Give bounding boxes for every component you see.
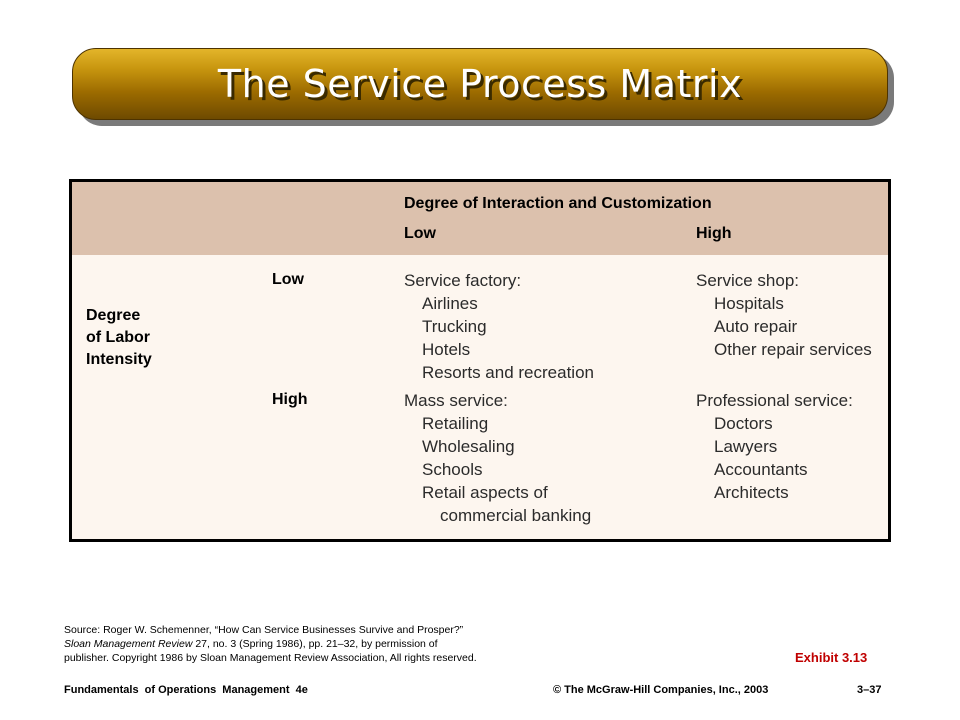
cell-item: Airlines xyxy=(422,294,478,313)
cell-heading: Service shop: xyxy=(696,271,799,290)
row-label-high: High xyxy=(272,391,308,408)
cell-heading: Professional service: xyxy=(696,391,853,410)
column-label-low: Low xyxy=(404,225,436,242)
cell-item: Lawyers xyxy=(714,437,778,456)
cell-heading: Mass service: xyxy=(404,391,508,410)
cell-item: Resorts and recreation xyxy=(422,363,594,382)
cell-item: Other repair services xyxy=(714,340,872,359)
cell-service-factory xyxy=(404,269,594,384)
cell-item: Schools xyxy=(422,460,483,479)
row-label-low: Low xyxy=(272,271,304,288)
slide-title: The Service Process Matrix xyxy=(217,62,743,106)
cell-item: Accountants xyxy=(714,460,808,479)
cell-service-shop xyxy=(696,269,872,361)
cell-item: Wholesaling xyxy=(422,437,515,456)
cell-item: Trucking xyxy=(422,317,487,336)
source-citation xyxy=(64,623,484,665)
service-process-matrix xyxy=(69,179,891,542)
column-label-high: High xyxy=(696,225,732,242)
column-axis-title: Degree of Interaction and Customization xyxy=(404,195,712,212)
cell-mass-service xyxy=(404,389,591,527)
row-axis-line: of Labor xyxy=(86,329,150,346)
footer-copyright: © The McGraw-Hill Companies, Inc., 2003 xyxy=(553,684,769,696)
row-axis-line: Degree xyxy=(86,307,141,324)
exhibit-label: Exhibit 3.13 xyxy=(795,650,868,665)
cell-item: Retail aspects of xyxy=(422,483,548,502)
row-axis-title xyxy=(86,305,152,371)
footer-page-number: 3–37 xyxy=(857,684,882,696)
cell-item: Doctors xyxy=(714,414,773,433)
source-suffix: 27, no. 3 (Spring 1986), pp. 21–32, by permission of publisher. Copyright 1986 by Sloan Management Review Association, All rights reserved. xyxy=(64,638,477,664)
cell-item: Auto repair xyxy=(714,317,798,336)
cell-item: Hospitals xyxy=(714,294,784,313)
cell-item: Hotels xyxy=(422,340,471,359)
matrix-header-band xyxy=(72,182,888,255)
footer-book-title: Fundamentals of Operations Management 4e xyxy=(64,684,308,696)
source-prefix: Source: Roger W. Schemenner, “How Can Service Businesses Survive and Prosper?” xyxy=(64,624,464,636)
cell-item: Architects xyxy=(714,483,789,502)
source-journal: Sloan Management Review xyxy=(64,638,193,650)
cell-professional-service xyxy=(696,389,853,504)
cell-item: Retailing xyxy=(422,414,489,433)
cell-item-continuation: commercial banking xyxy=(440,506,592,525)
title-banner xyxy=(72,48,888,120)
row-axis-line: Intensity xyxy=(86,351,152,368)
cell-heading: Service factory: xyxy=(404,271,522,290)
